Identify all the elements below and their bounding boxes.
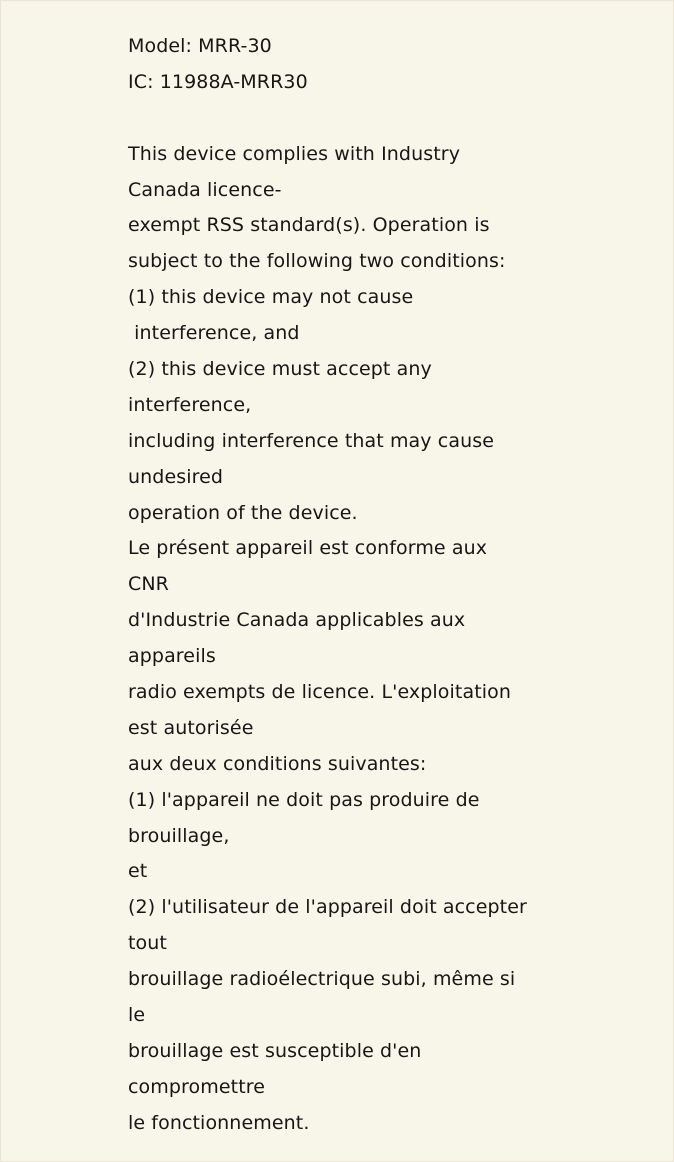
text-line: undesired [128, 465, 224, 488]
text-line: d'Industrie Canada applicables aux [128, 609, 466, 632]
text-line: (2) this device must accept any [128, 358, 432, 381]
text-line: radio exempts de licence. L'exploitation [128, 681, 511, 704]
text-line: est autorisée [128, 716, 254, 739]
text-line: subject to the following two conditions: [128, 250, 506, 273]
text-line: (1) this device may not cause [128, 286, 414, 309]
text-line: exempt RSS standard(s). Operation is [128, 214, 490, 237]
text-line: (2) l'utilisateur de l'appareil doit accepter [128, 896, 527, 919]
text-line: CNR [128, 573, 169, 596]
text-line: (1) l'appareil ne doit pas produire de [128, 788, 480, 811]
text-line: tout [128, 932, 167, 955]
text-line: interference, [128, 393, 252, 416]
text-line: Le présent appareil est conforme aux [128, 537, 488, 560]
text-line: brouillage est susceptible d'en [128, 1039, 422, 1062]
text-line: et [128, 860, 148, 883]
text-line: brouillage, [128, 824, 230, 847]
text-line: brouillage radioélectrique subi, même si [128, 968, 516, 991]
text-line: aux deux conditions suivantes: [128, 752, 427, 775]
ic-line: IC: 11988A-MRR30 [128, 70, 308, 93]
text-line: This device complies with Industry [128, 142, 461, 165]
text-line: compromettre [128, 1075, 266, 1098]
compliance-statement [128, 31, 558, 1144]
model-line: Model: MRR-30 [128, 35, 272, 57]
blank-line [128, 103, 558, 139]
text-line: le [128, 1004, 146, 1027]
text-line: Canada licence- [128, 178, 282, 201]
text-line: le fonctionnement. [128, 1111, 310, 1134]
text-line: interference, and [128, 322, 300, 345]
text-line: operation of the device. [128, 501, 358, 524]
text-line: appareils [128, 645, 216, 668]
text-line: including interference that may cause [128, 429, 494, 452]
